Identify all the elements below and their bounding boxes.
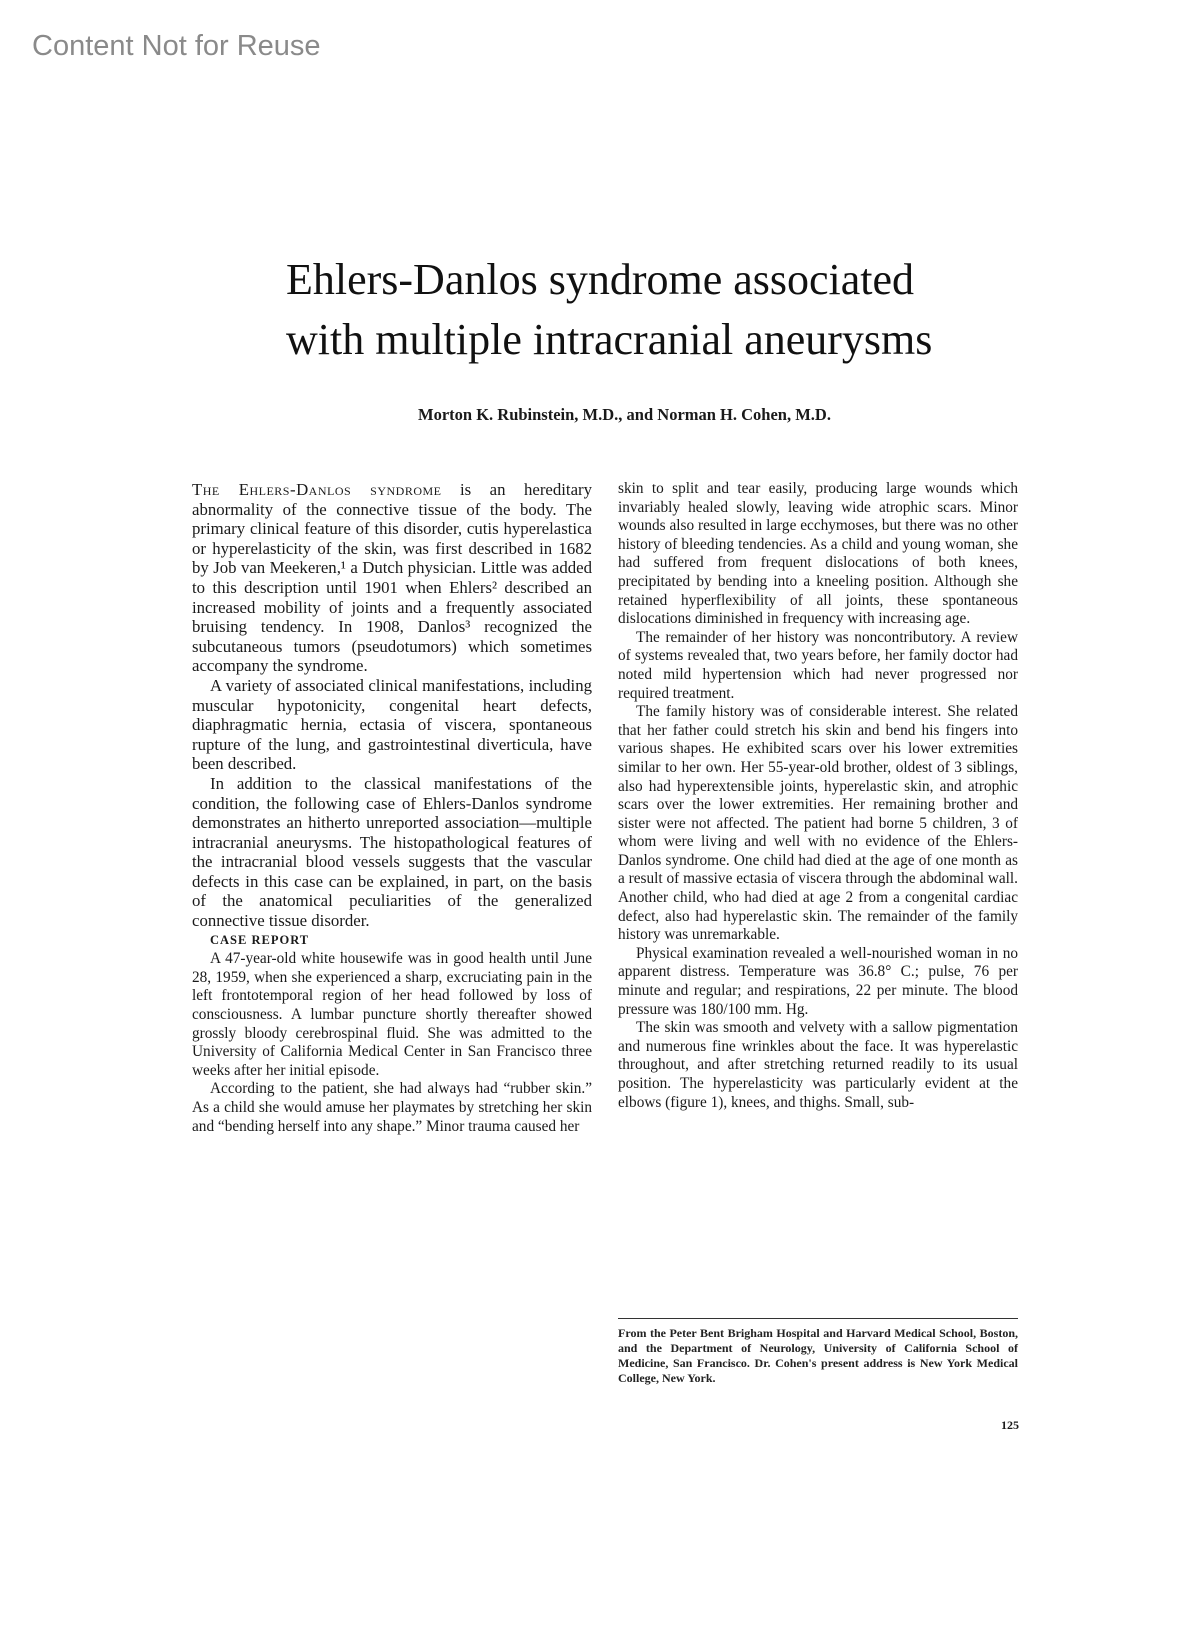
paragraph-history: The remainder of her history was noncontributory. A review of systems revealed that, two years before, her family doctor had noted mild hypertension which had never progressed nor required treatment.	[618, 628, 1018, 702]
article-title	[286, 250, 1106, 370]
paragraph-skin: The skin was smooth and velvety with a sallow pigmentation and numerous fine wrinkles about the face. It was hyperelastic throughout, and after stretching returned readily to its usual position. The hyperelasticity was particularly evident at the elbows (figure 1), knees, and thighs. Small, sub-	[618, 1019, 1018, 1111]
title-line-1: Ehlers-Danlos syndrome associated	[286, 255, 915, 304]
paragraph-continuation: skin to split and tear easily, producing large wounds which invariably healed slowly, leaving wide atrophic scars. Minor wounds also resulted in large ecchymoses, but there was no other history of bleeding tendencies. As a child and young woman, she had suffered from frequent dislocations of both knees, precipitated by bending into a kneeling position. Although she retained hyperflexibility of all joints, these spontaneous dislocations diminished in frequency with increasing age.	[618, 480, 1018, 628]
left-column	[192, 480, 592, 1136]
right-column	[618, 480, 1018, 1112]
paragraph-family-history: The family history was of considerable interest. She related that her father could stretch his skin and bend his fingers into various shapes. He exhibited scars over his lower extremities similar to her own. Her 55-year-old brother, oldest of 3 siblings, also had hyperextensible joints, hyperelastic skin, and atrophic scars over the lower extremities. Her remaining brother and sister were not affected. The patient had borne 5 children, 3 of whom were living and well with no evidence of the Ehlers-Danlos syndrome. One child had died at the age of one month as a result of massive ectasia of viscera through the abdominal wall. Another child, who had died at age 2 from a congenital cardiac defect, also had hyperelastic skin. The remainder of the family history was unremarkable.	[618, 703, 1018, 944]
paragraph-addition: In addition to the classical manifestations of the condition, the following case of Ehlers-Danlos syndrome demonstrates an hitherto unreported association—multiple intracranial aneurysms. The histopathological features of the intracranial blood vessels suggests that the vascular defects in this case can be explained, in part, on the basis of the anatomical peculiarities of the generalized connective tissue disorder.	[192, 773, 592, 931]
section-heading-case-report: CASE REPORT	[210, 932, 310, 947]
footnote: From the Peter Bent Brigham Hospital and Harvard Medical School, Boston, and the Department of Neurology, University of California School of Medicine, San Francisco. Dr. Cohen's present address is New York Medical College, New York.	[618, 1326, 1018, 1385]
title-line-2: with multiple intracranial aneurysms	[286, 315, 933, 364]
paragraph-manifestations: A variety of associated clinical manifestations, including muscular hypotonicity, congenital heart defects, diaphragmatic hernia, ectasia of viscera, spontaneous rupture of the lung, and gastrointestinal diverticula, have been described.	[192, 675, 592, 774]
page-number: 125	[1001, 1418, 1019, 1432]
author-line: Morton K. Rubinstein, M.D., and Norman H. Cohen, M.D.	[418, 405, 831, 424]
paragraph-case-1: A 47-year-old white housewife was in good health until June 28, 1959, when she experienced a sharp, excruciating pain in the left frontotemporal region of her head followed by loss of consciousness. A lumbar puncture shortly thereafter showed grossly bloody cerebrospinal fluid. She was admitted to the University of California Medical Center in San Francisco three weeks after her initial episode.	[192, 950, 592, 1079]
intro-lead: The Ehlers-Danlos syndrome	[192, 480, 442, 499]
intro-rest: is an hereditary abnormality of the connective tissue of the body. The primary clinical feature of this disorder, cutis hyperelastica or hyperelasticity of the skin, was first described in 1682 by Job van Meekeren,¹ a Dutch physician. Little was added to this description until 1901 when Ehlers² described an increased mobility of joints and a frequently associated bruising tendency. In 1908, Danlos³ recognized the subcutaneous tumors (pseudotumors) which sometimes accompany the syndrome.	[192, 480, 592, 676]
intro-paragraph	[192, 480, 592, 676]
paragraph-physical-exam: Physical examination revealed a well-nourished woman in no apparent distress. Temperature was 36.8° C.; pulse, 76 per minute and regular; and respirations, 22 per minute. The blood pressure was 180/100 mm. Hg.	[618, 944, 1018, 1018]
watermark: Content Not for Reuse	[32, 30, 321, 62]
footnote-rule	[618, 1318, 1018, 1319]
paragraph-case-2: According to the patient, she had always had “rubber skin.” As a child she would amuse her playmates by stretching her skin and “bending herself into any shape.” Minor trauma caused her	[192, 1080, 592, 1135]
